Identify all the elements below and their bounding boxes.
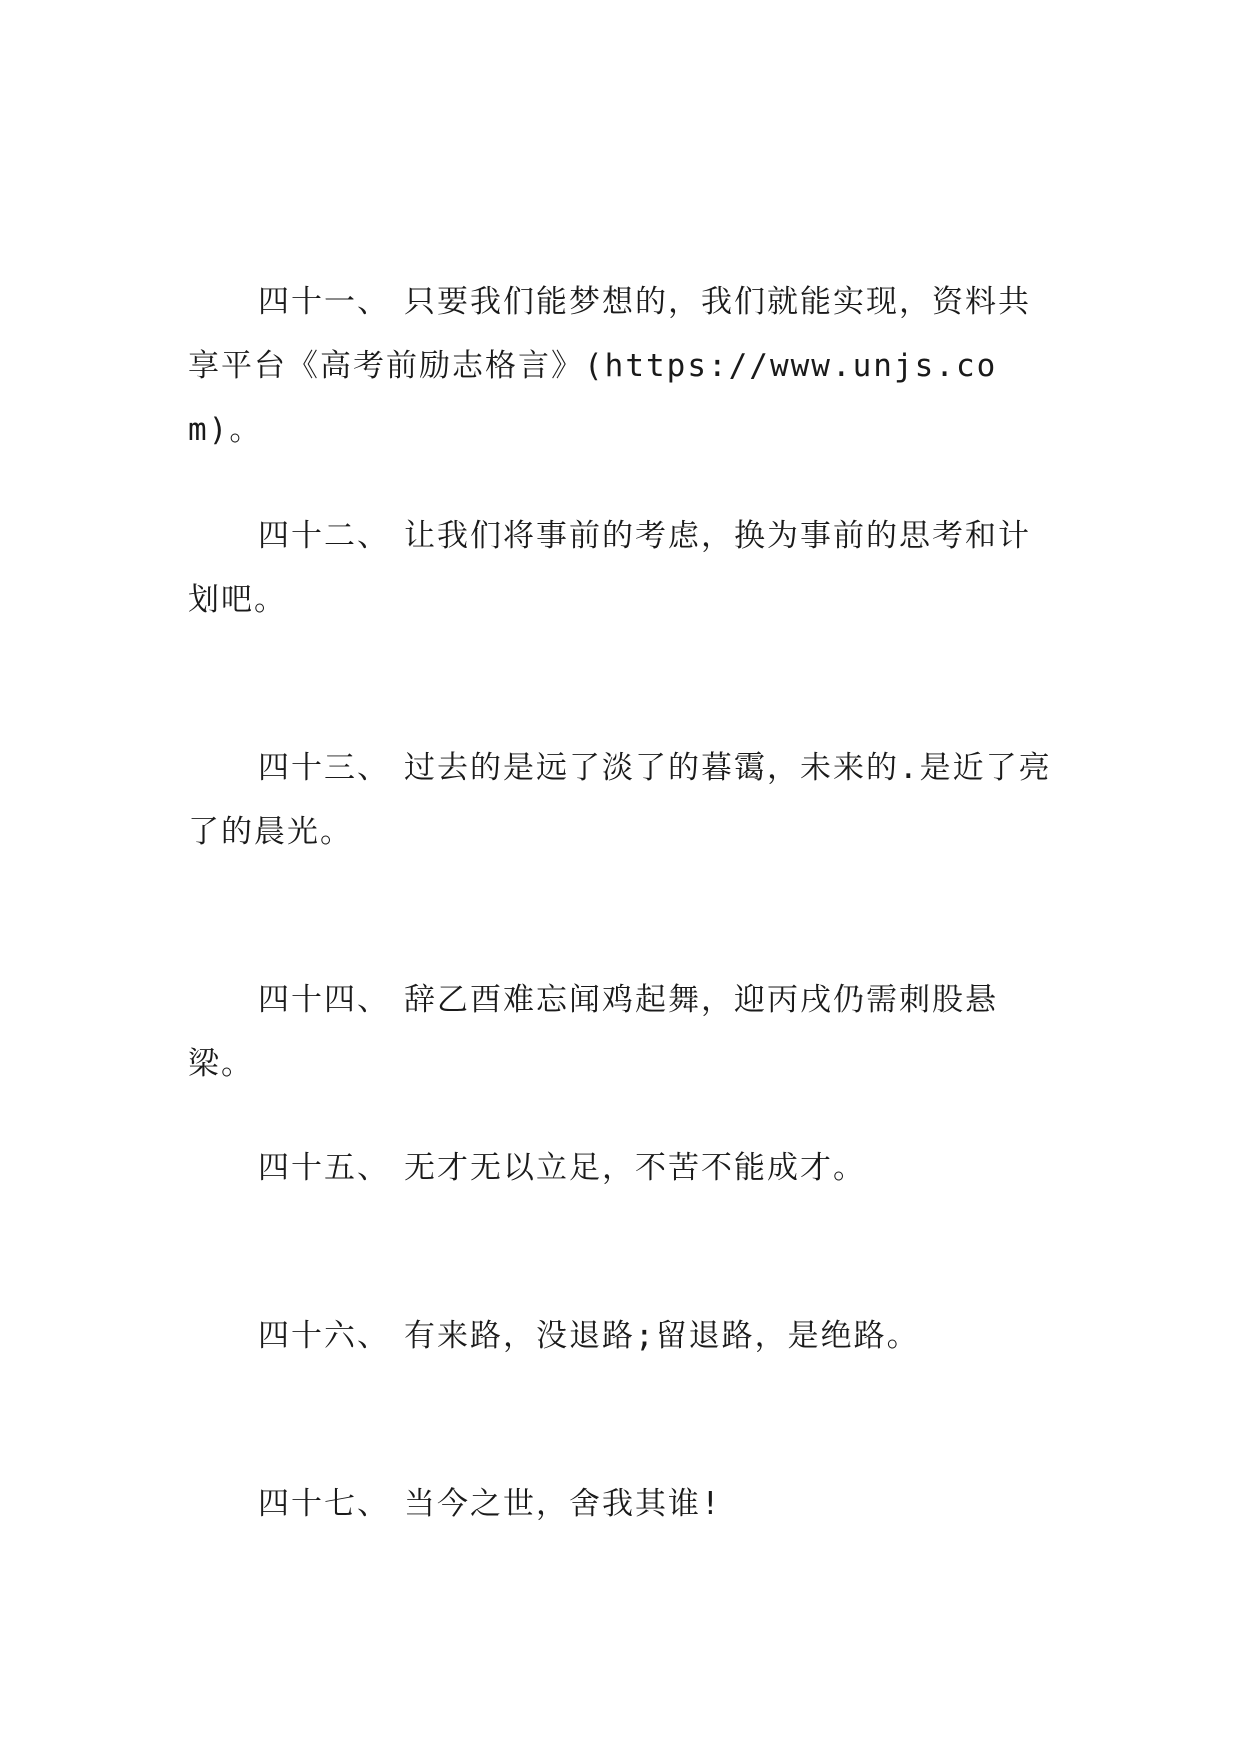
- item-number: 四十七、: [258, 1486, 390, 1522]
- item-number: 四十四、: [258, 982, 390, 1018]
- quote-text: 只要我们能梦想的，我们就能实现，资料共享平台《高考前励志格言》(https://www.unjs.com)。: [188, 284, 1031, 448]
- item-number: 四十五、: [258, 1150, 390, 1186]
- quote-text: 无才无以立足，不苦不能成才。: [404, 1150, 866, 1186]
- quote-text: 过去的是远了淡了的暮霭，未来的.是近了亮了的晨光。: [188, 750, 1052, 850]
- quote-paragraph: [188, 1136, 1058, 1200]
- quote-paragraph: [188, 1304, 1058, 1368]
- item-number: 四十二、: [258, 518, 390, 554]
- quote-text: 辞乙酉难忘闻鸡起舞，迎丙戌仍需刺股悬梁。: [188, 982, 998, 1082]
- item-number: 四十六、: [258, 1318, 390, 1354]
- quote-paragraph: [188, 1472, 1058, 1536]
- item-number: 四十一、: [258, 284, 390, 320]
- quote-paragraph: [188, 736, 1058, 864]
- quote-paragraph: [188, 270, 1058, 462]
- quote-paragraph: [188, 504, 1058, 632]
- quote-text: 有来路，没退路;留退路，是绝路。: [404, 1318, 920, 1354]
- quote-text: 当今之世，舍我其谁!: [404, 1486, 722, 1522]
- item-number: 四十三、: [258, 750, 390, 786]
- quote-text: 让我们将事前的考虑，换为事前的思考和计划吧。: [188, 518, 1031, 618]
- quote-paragraph: [188, 968, 1058, 1096]
